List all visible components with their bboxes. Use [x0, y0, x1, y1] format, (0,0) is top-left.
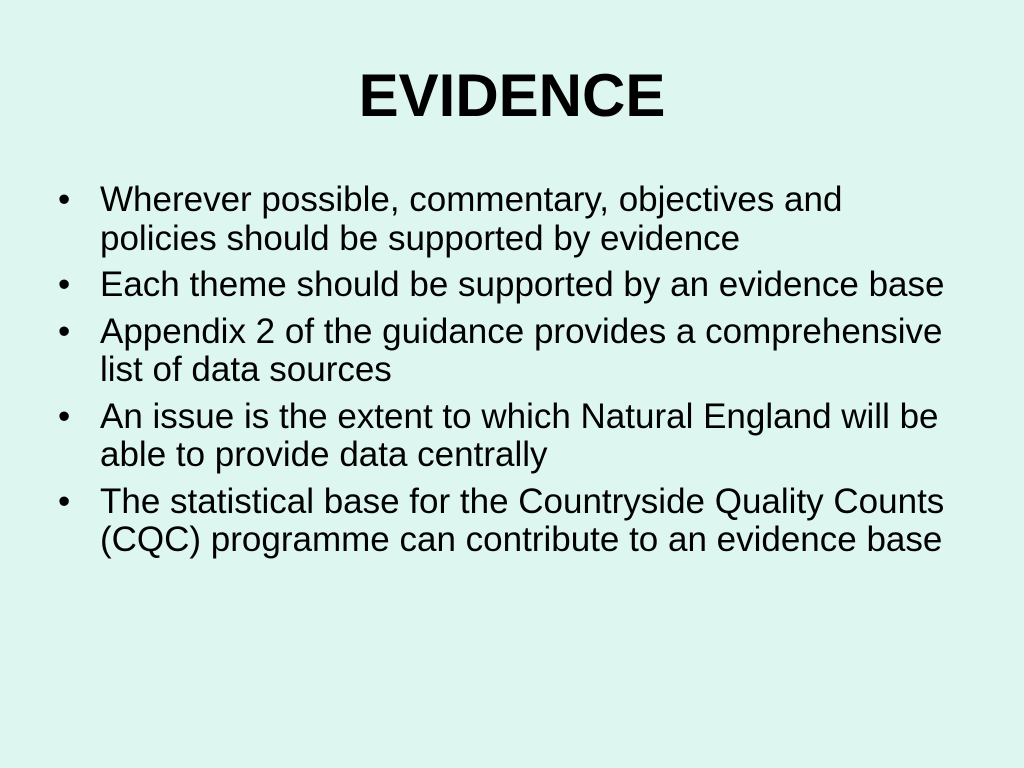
bullet-item: [58, 398, 958, 475]
bullet-text: An issue is the extent to which Natural England will be able to provide data centrally: [100, 396, 939, 474]
bullet-marker: •: [58, 396, 71, 436]
bullet-item: [58, 313, 958, 390]
bullet-marker: •: [58, 180, 71, 219]
bullet-text: Each theme should be supported by an evidence base: [100, 265, 945, 304]
bullet-text: Wherever possible, commentary, objectives and policies should be supported by evidence: [100, 180, 843, 258]
bullet-marker: •: [58, 265, 71, 304]
slide-title: EVIDENCE: [358, 62, 666, 129]
bullet-item: [58, 483, 958, 560]
bullet-item: [58, 181, 958, 258]
bullet-item: [58, 266, 958, 305]
bullet-marker: •: [58, 311, 71, 351]
bullet-marker: •: [58, 481, 71, 521]
bullet-text: The statistical base for the Countryside Quality Counts (CQC) programme can contribute to an evidence base: [100, 481, 945, 559]
bullet-text: Appendix 2 of the guidance provides a comprehensive list of data sources: [100, 311, 943, 389]
bullet-list: [58, 181, 958, 568]
